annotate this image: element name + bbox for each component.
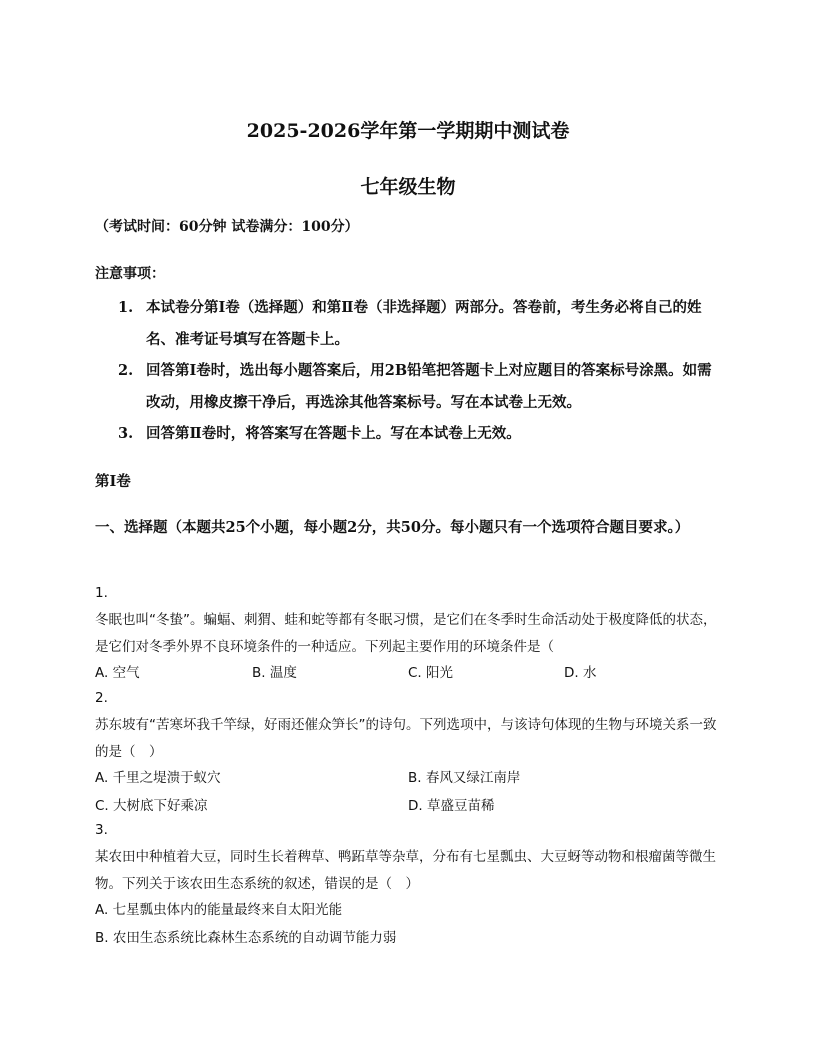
notice-item [118, 292, 718, 356]
question-number: 2. [95, 690, 108, 706]
question-stem: 苏东坡有“苦寒坏我千竿绿，好雨还催众笋长”的诗句。下列选项中，与该诗句体现的生物与环境关系一致的是（ ） [95, 717, 717, 760]
notice-heading: 注意事项： [95, 266, 165, 282]
question-stem: 某农田中种植着大豆，同时生长着稗草、鸭跖草等杂草，分布有七星瓢虫、大豆蚜等动物和根瘤菌等微生物。下列关于该农田生态系统的叙述，错误的是（ ） [95, 849, 716, 892]
exam-title: 2025-2026学年第一学期期中测试卷 [246, 120, 570, 142]
question-number: 3. [95, 822, 108, 838]
question-stem: 冬眠也叫“冬蛰”。蝙蝠、刺猬、蛙和蛇等都有冬眠习惯，是它们在冬季时生命活动处于极度降低的状态，是它们对冬季外界不良环境条件的一种适应。下列起主要作用的环境条件是（ [95, 612, 717, 655]
notice-item [118, 418, 718, 450]
question-3-options [95, 898, 725, 952]
option-b: B. 温度 [252, 665, 297, 681]
notice-item-text: 回答第Ⅰ卷时，选出每小题答案后，用2B铅笔把答题卡上对应题目的答案标号涂黑。如需改动，用橡皮擦干净后，再选涂其他答案标号。写在本试卷上无效。 [146, 362, 712, 411]
notice-item [118, 355, 718, 419]
notice-item-number: 3. [118, 425, 134, 442]
exam-info: （考试时间：60分钟 试卷满分：100分） [95, 219, 359, 235]
exam-subject: 七年级生物 [360, 176, 456, 198]
option-b: B. 农田生态系统比森林生态系统的自动调节能力弱 [95, 930, 397, 946]
question-1 [95, 580, 725, 661]
notice-item-number: 1. [118, 299, 134, 316]
notice-item-text: 本试卷分第Ⅰ卷（选择题）和第Ⅱ卷（非选择题）两部分。答卷前，考生务必将自己的姓名、准考证号填写在答题卡上。 [146, 299, 702, 348]
option-c: C. 大树底下好乘凉 [95, 798, 208, 814]
notice-item-number: 2. [118, 362, 134, 379]
notice-item-text: 回答第Ⅱ卷时，将答案写在答题卡上。写在本试卷上无效。 [146, 425, 521, 442]
question-3 [95, 817, 725, 898]
section-heading: 一、选择题（本题共25个小题，每小题2分，共50分。每小题只有一个选项符合题目要求。） [95, 519, 690, 536]
option-b: B. 春风又绿江南岸 [408, 770, 521, 786]
question-2-options [95, 766, 725, 820]
option-a: A. 千里之堤溃于蚁穴 [95, 770, 221, 786]
option-d: D. 水 [564, 665, 597, 681]
option-a: A. 空气 [95, 665, 140, 681]
question-2 [95, 685, 725, 766]
part-heading: 第Ⅰ卷 [95, 473, 131, 490]
option-a: A. 七星瓢虫体内的能量最终来自太阳光能 [95, 902, 343, 918]
option-d: D. 草盛豆苗稀 [408, 798, 495, 814]
question-1-options [95, 661, 725, 683]
question-number: 1. [95, 585, 108, 601]
option-c: C. 阳光 [408, 665, 454, 681]
